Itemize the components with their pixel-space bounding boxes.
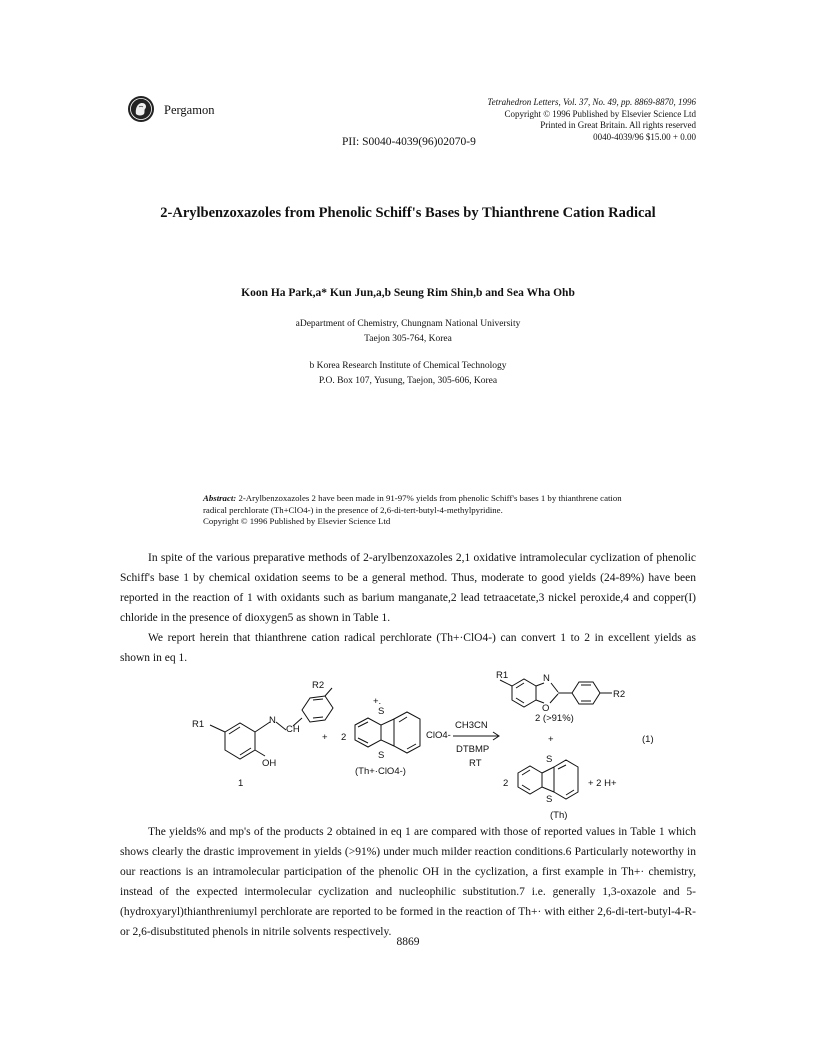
copyright-line: Copyright © 1996 Published by Elsevier Science Ltd xyxy=(504,108,696,119)
affiliation-b xyxy=(0,359,816,389)
reaction-scheme xyxy=(190,670,670,810)
affiliation-b-line1: b Korea Research Institute of Chemical Technology xyxy=(309,361,507,371)
paragraph-2-text: We report herein that thianthrene cation radical perchlorate (Th+·ClO4-) can convert 1 to 2 in excellent yields as shown in eq 1. xyxy=(120,632,696,664)
label-r1-product: R1 xyxy=(496,670,509,681)
affiliation-a xyxy=(0,317,816,347)
label-s-top: S xyxy=(378,706,385,717)
affiliation-a-line1: aDepartment of Chemistry, Chungnam National University xyxy=(295,319,521,329)
journal-info xyxy=(487,97,696,143)
phenol-ring xyxy=(225,723,255,759)
plus-1: + xyxy=(322,732,328,743)
label-s-product-top: S xyxy=(546,754,553,765)
label-solvent: CH3CN xyxy=(455,720,488,731)
plus-2: + xyxy=(548,734,554,745)
label-eq-number: (1) xyxy=(642,734,654,745)
affiliation-b-line2: P.O. Box 107, Yusung, Taejon, 305-606, Korea xyxy=(318,376,498,386)
label-temp: RT xyxy=(469,758,482,769)
radical-symbol: +. xyxy=(373,696,382,707)
label-n-product: N xyxy=(543,673,550,684)
paragraph-2 xyxy=(120,628,696,668)
abstract-copyright: Copyright © 1996 Published by Elsevier Science Ltd xyxy=(203,516,391,526)
th-ring-right xyxy=(394,712,420,753)
publisher-name: Pergamon xyxy=(164,103,215,117)
label-r2-product: R2 xyxy=(613,689,626,700)
label-compound-1: 1 xyxy=(238,778,244,789)
label-r2: R2 xyxy=(312,680,325,691)
price-line: 0040-4039/96 $15.00 + 0.00 xyxy=(593,131,696,142)
pii-line: PII: S0040-4039(96)02070-9 xyxy=(342,136,476,148)
label-r1: R1 xyxy=(192,719,205,730)
abstract-text: 2-Arylbenzoxazoles 2 have been made in 91-97% yields from phenolic Schiff's bases 1 by thianthrene cation radical perchlorate (Th+ClO4-) in the presence of 2,6-di-tert-butyl-4-methylpyridine. xyxy=(203,493,622,515)
label-th-product-caption: (Th) xyxy=(550,810,568,821)
journal-line: Tetrahedron Letters, Vol. 37, No. 49, pp. 8869-8870, 1996 xyxy=(487,97,696,107)
authors: Koon Ha Park,a* Kun Jun,a,b Seung Rim Shin,b and Sea Wha Ohb xyxy=(241,287,575,299)
label-s-bottom: S xyxy=(378,750,385,761)
label-ch: CH xyxy=(286,724,300,735)
coefficient-2: 2 xyxy=(341,732,347,743)
paper-title: 2-Arylbenzoxazoles from Phenolic Schiff's Bases by Thianthrene Cation Radical xyxy=(160,205,656,221)
abstract xyxy=(203,493,633,528)
label-o-product: O xyxy=(542,703,550,714)
paragraph-3-text: The yields% and mp's of the products 2 obtained in eq 1 are compared with those of reported values in Table 1 which shows clearly the drastic improvement in yields (>91%) under much milder reaction conditions.6 Particularly noteworthy in our reactions is an intramolecular participation of the phenolic OH in the cyclization, a first example in Th+· chemistry, instead of the expected intermolecular cyclization and nucleophilic substitution.7 i.e. generally 1,3-oxazole and 5-(hydroxyaryl)thianthreniumyl perchlorate are reported to be formed in the reaction of Th+· with either 2,6-di-tert-butyl-4-R- or 2,6-disubstituted phenols in nitrile solvents respectively. xyxy=(120,826,696,938)
paragraph-3 xyxy=(120,822,696,942)
page-number: 8869 xyxy=(396,936,420,948)
label-perchlorate: ClO4- xyxy=(426,730,451,741)
label-oh: OH xyxy=(262,758,277,769)
label-s-product-bottom: S xyxy=(546,794,553,805)
publisher-logo xyxy=(127,95,155,123)
label-n: N xyxy=(269,715,276,726)
paragraph-1-text: In spite of the various preparative methods of 2-arylbenzoxazoles 2,1 oxidative intramolecular cyclization of phenolic Schiff's base 1 by chemical oxidation seems to be a general method. Thus, moderate to good yields (24-89%) have been reported in the reaction of 1 with oxidants such as barium manganate,2 lead tetraacetate,3 nickel peroxide,4 and copper(I) chloride in the presence of dioxygen5 as shown in Table 1. xyxy=(120,552,696,624)
label-h-plus: + 2 H+ xyxy=(588,778,617,789)
label-th-clo4: (Th+·ClO4-) xyxy=(355,766,406,777)
label-product-2: 2 (>91%) xyxy=(535,713,574,724)
printed-line: Printed in Great Britain. All rights reserved xyxy=(540,120,696,130)
coefficient-2-product: 2 xyxy=(503,778,509,789)
affiliation-a-line2: Taejon 305-764, Korea xyxy=(364,334,452,344)
label-base: DTBMP xyxy=(456,744,490,755)
th-product-ring-right xyxy=(554,760,578,799)
abstract-label: Abstract: xyxy=(203,493,237,503)
paragraph-1 xyxy=(120,548,696,628)
